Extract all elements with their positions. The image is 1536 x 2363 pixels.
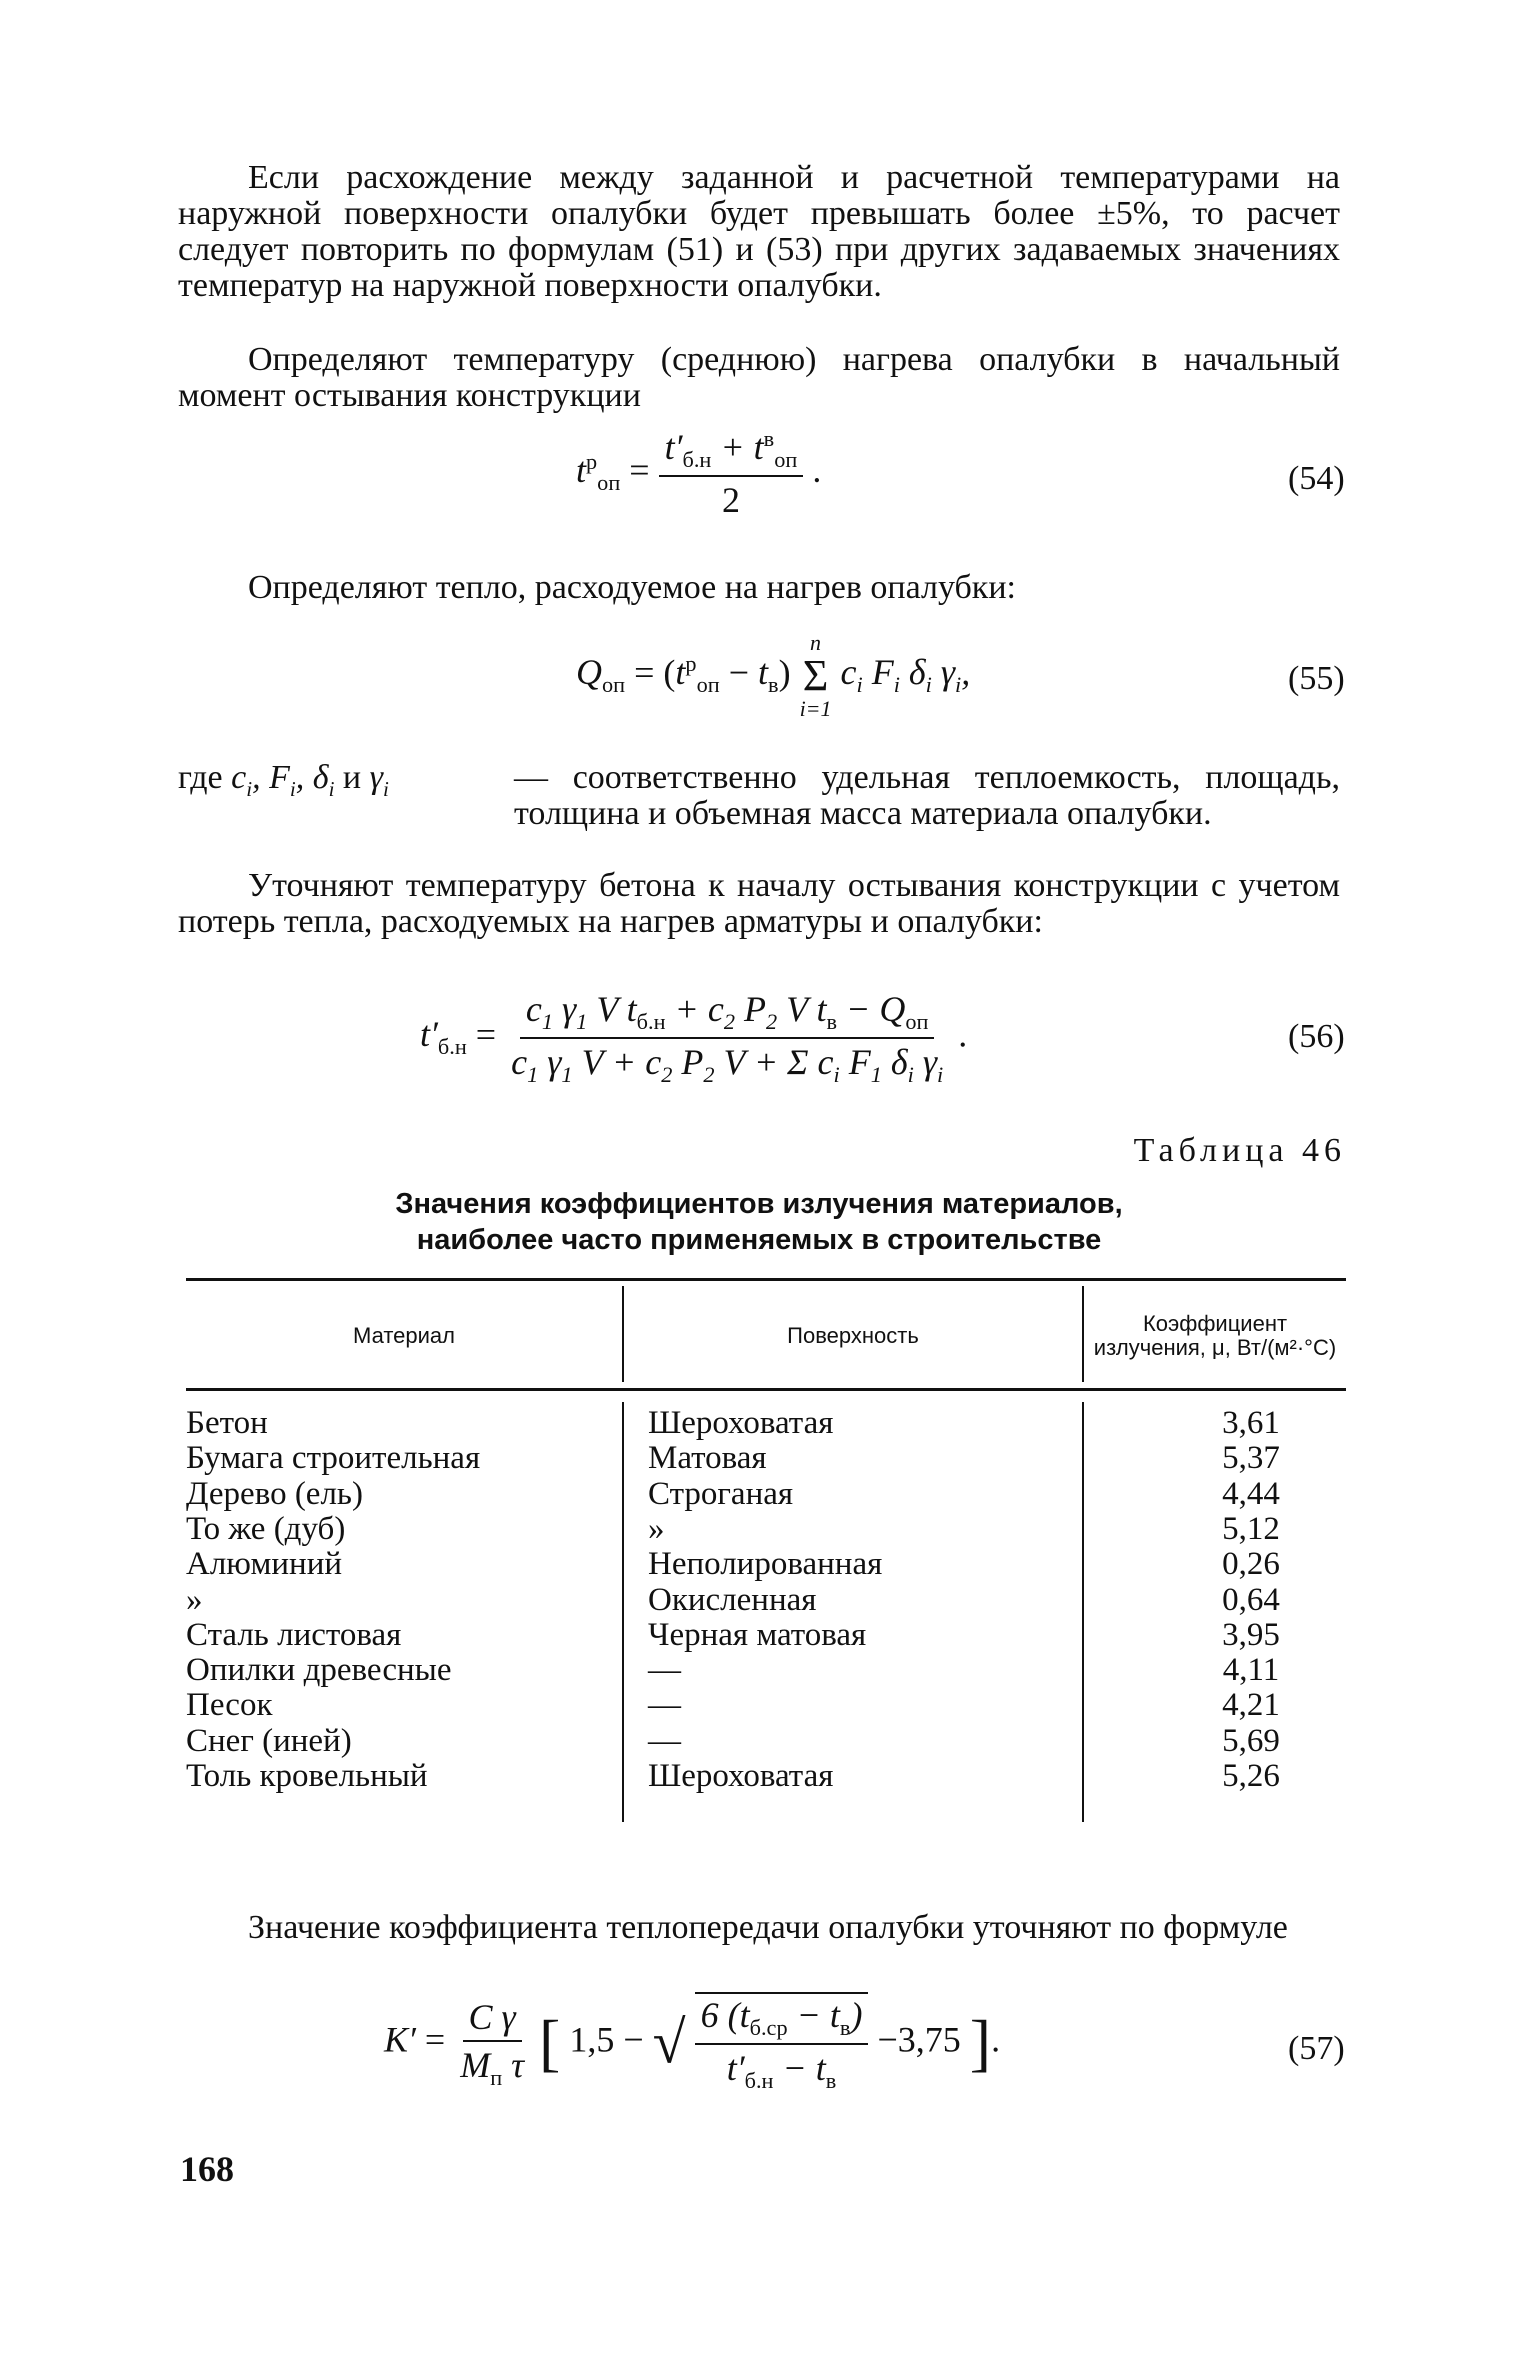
row-material: Сталь листовая [186, 1616, 402, 1653]
equation-number-56: (56) [1288, 1018, 1345, 1055]
row-value: 0,26 [1222, 1546, 1280, 1583]
row-value: 5,69 [1222, 1722, 1280, 1759]
row-surface: Матовая [648, 1440, 767, 1477]
row-surface: » [648, 1510, 665, 1547]
row-surface: Черная матовая [648, 1616, 867, 1653]
row-value: 4,21 [1222, 1687, 1280, 1724]
row-material: Толь кровельный [186, 1758, 428, 1794]
row-surface: Строганая [648, 1475, 794, 1512]
row-value: 3,95 [1222, 1616, 1280, 1653]
row-surface: Шероховатая [648, 1405, 834, 1441]
row-material: Дерево (ель) [186, 1475, 363, 1512]
row-material: Опилки древесные [186, 1652, 452, 1689]
formula-54: $t^р_{оп}$ = $\frac{t'_{б.н} + t^в_{оп}}{2}$ . [576, 426, 822, 521]
row-surface: — [648, 1722, 681, 1759]
row-value: 0,64 [1222, 1581, 1280, 1618]
row-value: 5,26 [1222, 1758, 1280, 1794]
row-value: 3,61 [1222, 1405, 1280, 1441]
row-material: Песок [186, 1687, 273, 1724]
equation-number-57: (57) [1288, 2030, 1345, 2067]
equation-number-54: (54) [1288, 460, 1345, 497]
row-surface: — [648, 1652, 681, 1689]
paragraph-6: Значение коэффициента теплопередачи опалубки уточняют по формуле [248, 1909, 1288, 1946]
formula-55: $Q_{оп} = (t^р_{оп} - t_в)$ n Σ i=1 $c_i$ $F_i$ $\delta_i$ $\gamma_i$, [576, 630, 971, 721]
row-surface: — [648, 1687, 681, 1724]
row-material: Бумага строительная [186, 1440, 481, 1477]
formula-57: K′ = $\frac{\text{C γ}}{M_п \tau}$ [ 1,5 − √ $\frac{6 (t_{б.ср} - t_в)}{t'_{б.н} - t_в}$ −3,75 ]. [384, 1992, 1000, 2094]
table-label: Таблица 46 [1133, 1132, 1346, 1169]
column-divider-2 [1082, 1402, 1084, 1822]
header-material: Материал [353, 1323, 455, 1348]
row-surface: Окисленная [648, 1581, 817, 1618]
row-value: 4,11 [1222, 1652, 1280, 1689]
row-value: 4,44 [1222, 1475, 1280, 1512]
page-number: 168 [180, 2149, 234, 2189]
where-word: где [178, 759, 223, 796]
row-material: » [186, 1581, 203, 1618]
table-title-line-1: Значения коэффициентов излучения материалов, [395, 1188, 1123, 1220]
paragraph-3: Определяют тепло, расходуемое на нагрев опалубки: [248, 569, 1016, 606]
row-surface: Неполированная [648, 1546, 883, 1583]
formula-56: $t'_{б.н}$ = $\frac{c_1 \gamma_1 V t_{б.н} + c_2 P_2 V t_в - Q_{оп}}{c_1 \gamma_1 V + c_2 P_2 V + \Sigma c_i F_1 \delta_i \gamma_i}$ . [420, 989, 968, 1088]
row-value: 5,12 [1222, 1510, 1280, 1547]
row-material: Снег (иней) [186, 1722, 352, 1759]
column-divider-1 [622, 1402, 624, 1822]
where-clause: где $c_i$, $F_i$, $\delta_i$ и $\gamma_i$ [178, 759, 389, 801]
paragraph-5: Уточняют температуру бетона к началу остывания конструкции с учетом потерь тепла, расходуемых на нагрев арматуры и опалубки: [178, 867, 1340, 940]
paragraph-2: Определяют температуру (среднюю) нагрева опалубки в начальный момент остывания конструкции [178, 341, 1340, 414]
row-surface: Шероховатая [648, 1758, 834, 1794]
row-material: То же (дуб) [186, 1510, 346, 1547]
table-title-line-2: наиболее часто применяемых в строительстве [416, 1224, 1102, 1256]
paragraph-1: Если расхождение между заданной и расчетной температурами на наружной поверхности опалубки будет превышать более ±5%, то расчет следует повторить по формулам (51) и (53) при других задаваемых значениях температур на наружной поверхности опалубки. [178, 159, 1340, 304]
table-top-rule [186, 1278, 1346, 1281]
row-value: 5,37 [1222, 1440, 1280, 1477]
row-material: Алюминий [186, 1546, 343, 1583]
equation-number-55: (55) [1288, 660, 1345, 697]
header-coefficient: Коэффициент излучения, μ, Вт/(м²·°С) [1093, 1311, 1337, 1360]
table-header-rule [186, 1388, 1346, 1391]
row-material: Бетон [186, 1405, 268, 1441]
header-surface: Поверхность [787, 1323, 919, 1348]
where-definition: — соответственно удельная теплоемкость, площадь, толщина и объемная масса материала опалубки. [514, 759, 1340, 832]
